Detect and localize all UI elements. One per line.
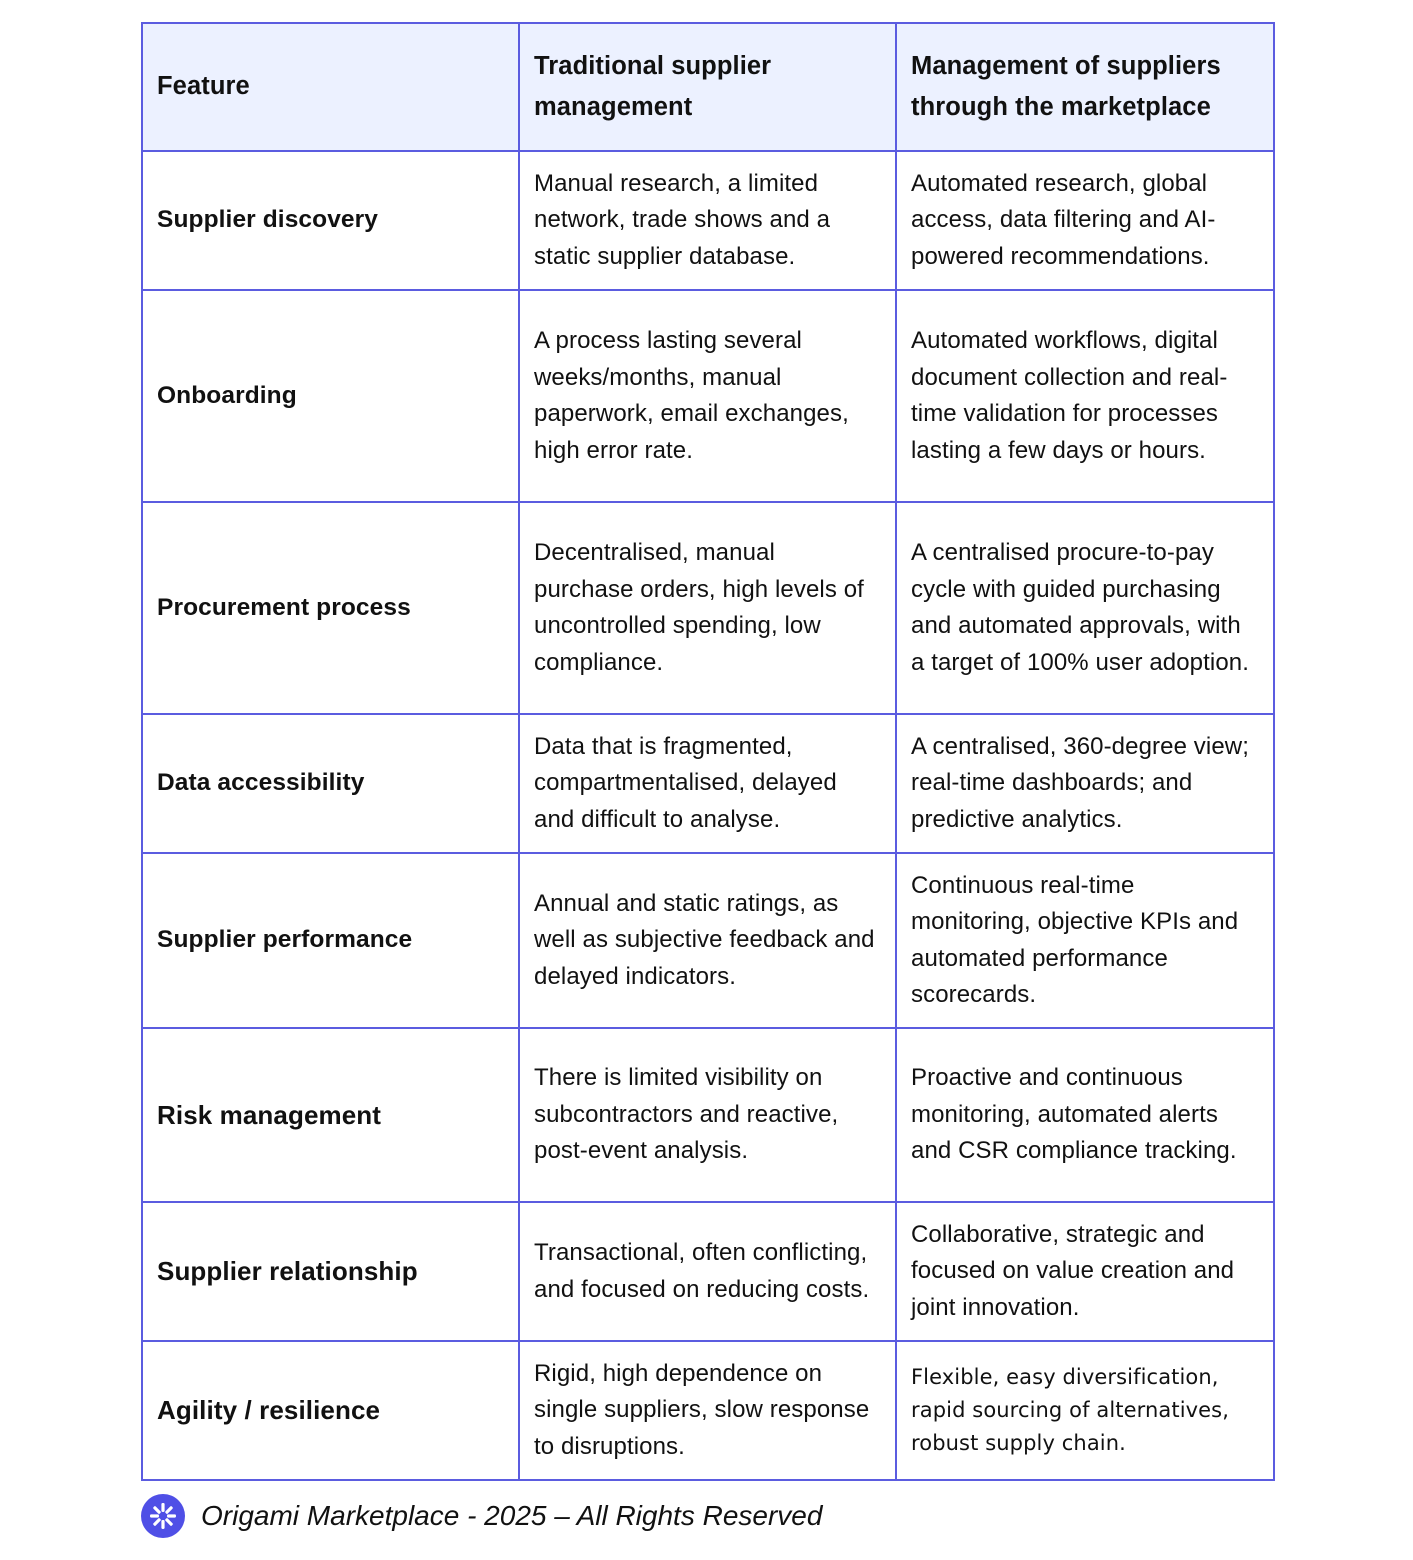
footer (141, 1494, 822, 1538)
comparison-table-container (141, 22, 1273, 1481)
marketplace-cell: Proactive and continuous monitoring, automated alerts and CSR compliance tracking. (896, 1028, 1274, 1202)
feature-cell: Risk management (142, 1028, 519, 1202)
feature-cell: Procurement process (142, 502, 519, 714)
marketplace-cell: Collaborative, strategic and focused on value creation and joint innovation. (896, 1202, 1274, 1341)
feature-cell: Onboarding (142, 290, 519, 502)
feature-cell: Data accessibility (142, 714, 519, 853)
header-traditional: Traditional supplier management (519, 23, 896, 151)
marketplace-cell: Flexible, easy diversification, rapid sourcing of alternatives, robust supply chain. (896, 1341, 1274, 1480)
traditional-cell: Manual research, a limited network, trade shows and a static supplier database. (519, 151, 896, 290)
table-row (142, 290, 1274, 502)
table-row (142, 1341, 1274, 1480)
traditional-cell: Decentralised, manual purchase orders, high levels of uncontrolled spending, low compliance. (519, 502, 896, 714)
traditional-cell: Data that is fragmented, compartmentalised, delayed and difficult to analyse. (519, 714, 896, 853)
table-row (142, 853, 1274, 1028)
header-marketplace: Management of suppliers through the marketplace (896, 23, 1274, 151)
marketplace-cell: A centralised, 360-degree view; real-time dashboards; and predictive analytics. (896, 714, 1274, 853)
marketplace-cell: Continuous real-time monitoring, objective KPIs and automated performance scorecards. (896, 853, 1274, 1028)
marketplace-cell: Automated workflows, digital document collection and real-time validation for processes lasting a few days or hours. (896, 290, 1274, 502)
table-row (142, 1202, 1274, 1341)
feature-cell: Supplier discovery (142, 151, 519, 290)
table-header-row (142, 23, 1274, 151)
table-row (142, 1028, 1274, 1202)
traditional-cell: Transactional, often conflicting, and focused on reducing costs. (519, 1202, 896, 1341)
feature-cell: Supplier relationship (142, 1202, 519, 1341)
traditional-cell: Rigid, high dependence on single suppliers, slow response to disruptions. (519, 1341, 896, 1480)
traditional-cell: There is limited visibility on subcontractors and reactive, post-event analysis. (519, 1028, 896, 1202)
header-feature: Feature (142, 23, 519, 151)
marketplace-cell: A centralised procure-to-pay cycle with guided purchasing and automated approvals, with a target of 100% user adoption. (896, 502, 1274, 714)
marketplace-cell: Automated research, global access, data filtering and AI-powered recommendations. (896, 151, 1274, 290)
table-row (142, 151, 1274, 290)
table-row (142, 714, 1274, 853)
comparison-table (141, 22, 1275, 1481)
traditional-cell: A process lasting several weeks/months, manual paperwork, email exchanges, high error rate. (519, 290, 896, 502)
table-row (142, 502, 1274, 714)
origami-logo-icon (141, 1494, 185, 1538)
feature-cell: Agility / resilience (142, 1341, 519, 1480)
copyright-text: Origami Marketplace - 2025 – All Rights Reserved (201, 1500, 823, 1531)
feature-cell: Supplier performance (142, 853, 519, 1028)
traditional-cell: Annual and static ratings, as well as subjective feedback and delayed indicators. (519, 853, 896, 1028)
